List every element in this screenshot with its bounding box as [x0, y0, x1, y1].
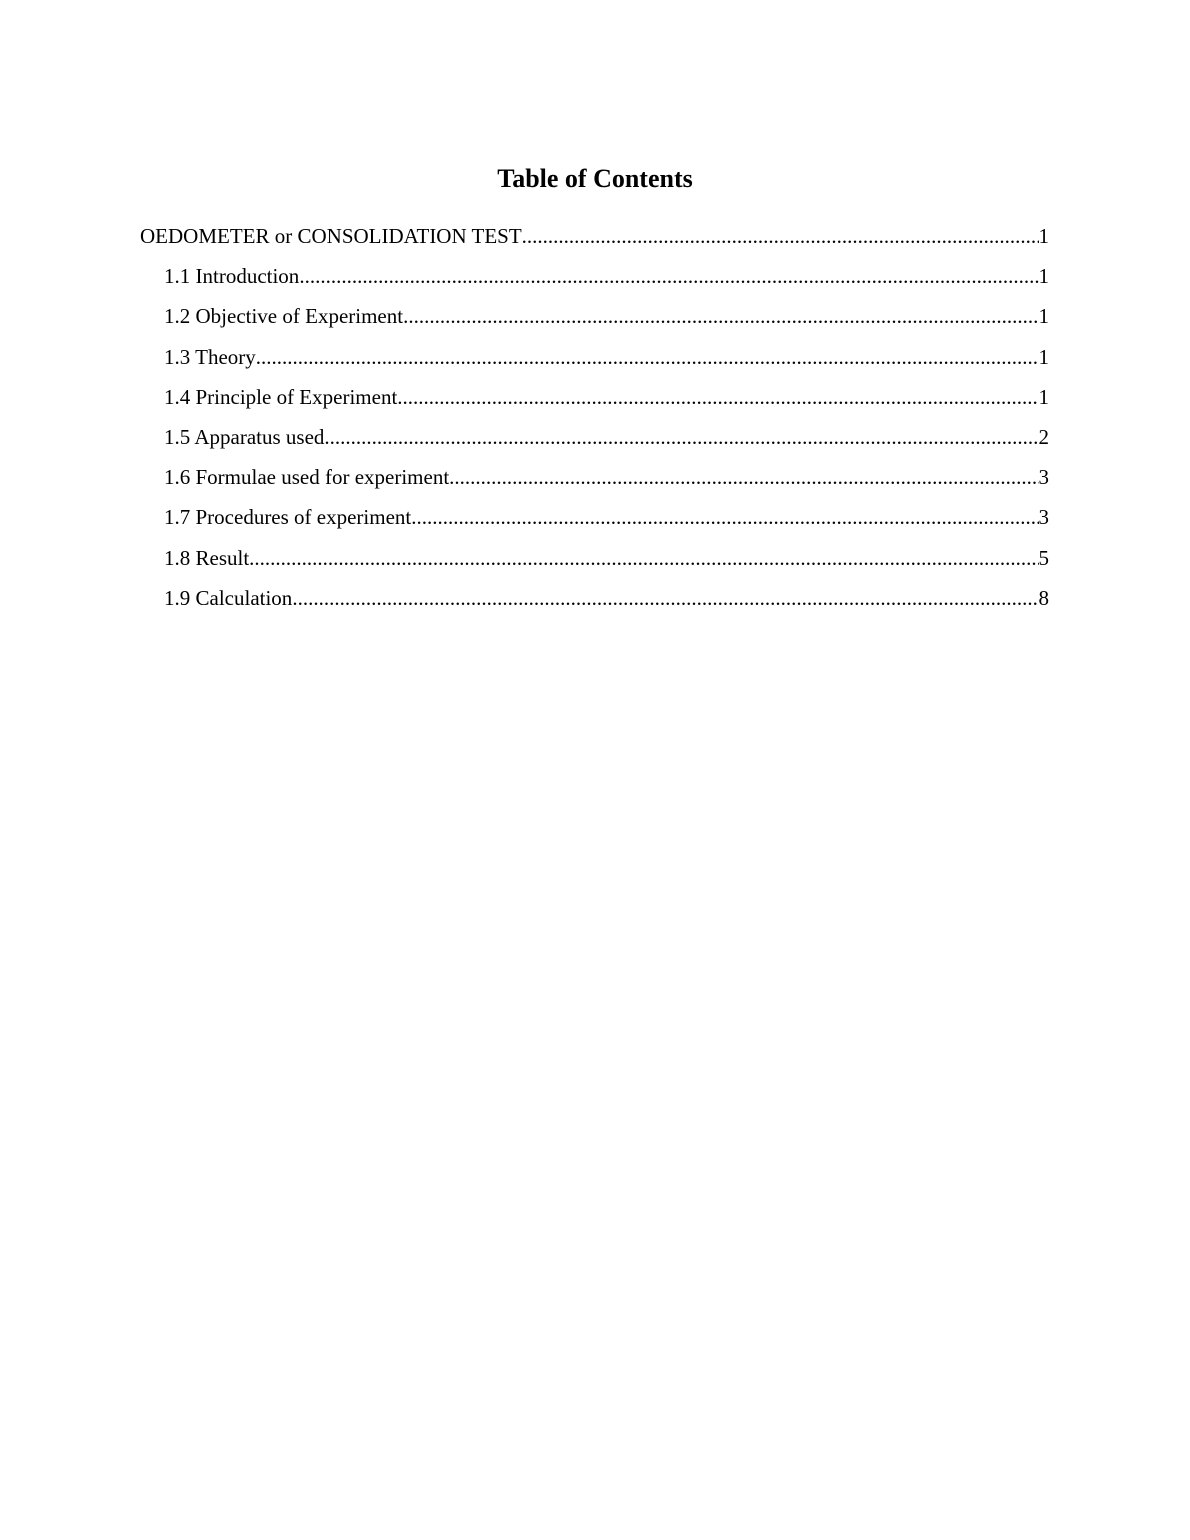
- toc-page-number: 1: [1038, 304, 1049, 329]
- toc-entry-text: 1.8 Result: [164, 545, 250, 570]
- toc-leader-dots: [299, 258, 1038, 294]
- toc-entry-text: 1.1 Introduction: [164, 264, 300, 289]
- toc-page-number: 1: [1038, 344, 1049, 369]
- toc-entry-introduction[interactable]: [140, 258, 1049, 298]
- toc-leader-dots: [324, 419, 1038, 455]
- toc-leader-dots: [397, 379, 1038, 415]
- toc-leader-dots: [411, 499, 1038, 535]
- toc-page-number: 2: [1038, 424, 1049, 449]
- toc-entry-text: 1.2 Objective of Experiment: [164, 304, 404, 329]
- toc-entry-text: 1.5 Apparatus used: [164, 424, 325, 449]
- toc-entry-procedures[interactable]: [140, 499, 1049, 539]
- toc-leader-dots: [449, 459, 1038, 495]
- toc-leader-dots: [292, 580, 1038, 616]
- toc-leader-dots: [249, 540, 1038, 576]
- toc-entry-text: OEDOMETER or CONSOLIDATION TEST: [140, 224, 522, 248]
- toc-page-number: 8: [1038, 585, 1049, 610]
- toc-entry-calculation[interactable]: [140, 580, 1049, 620]
- toc-page-number: 3: [1038, 505, 1049, 530]
- toc-entry-result[interactable]: [140, 540, 1049, 580]
- toc-leader-dots: [403, 298, 1038, 334]
- toc-entry-objective[interactable]: [140, 298, 1049, 338]
- toc-entry-principle[interactable]: [140, 379, 1049, 419]
- toc-page-number: 1: [1038, 264, 1049, 289]
- toc-title: Table of Contents: [497, 164, 693, 193]
- toc-entry-oedometer[interactable]: [140, 218, 1049, 258]
- toc-page-number: 1: [1038, 384, 1049, 409]
- toc-entry-text: 1.4 Principle of Experiment: [164, 384, 398, 409]
- toc-entry-text: 1.7 Procedures of experiment: [164, 505, 412, 530]
- toc-entry-text: 1.6 Formulae used for experiment: [164, 465, 450, 490]
- toc-entry-text: 1.3 Theory: [164, 344, 256, 369]
- toc-page-number: 5: [1038, 545, 1049, 570]
- toc-entry-text: 1.9 Calculation: [164, 585, 293, 610]
- toc-entry-theory[interactable]: [140, 339, 1049, 379]
- toc-page-number: 1: [1038, 224, 1049, 248]
- toc-leader-dots: [256, 339, 1039, 375]
- toc-entry-formulae[interactable]: [140, 459, 1049, 499]
- toc-entry-apparatus[interactable]: [140, 419, 1049, 459]
- toc-leader-dots: [522, 218, 1039, 254]
- toc-page-number: 3: [1038, 465, 1049, 490]
- toc-list: [140, 218, 1049, 620]
